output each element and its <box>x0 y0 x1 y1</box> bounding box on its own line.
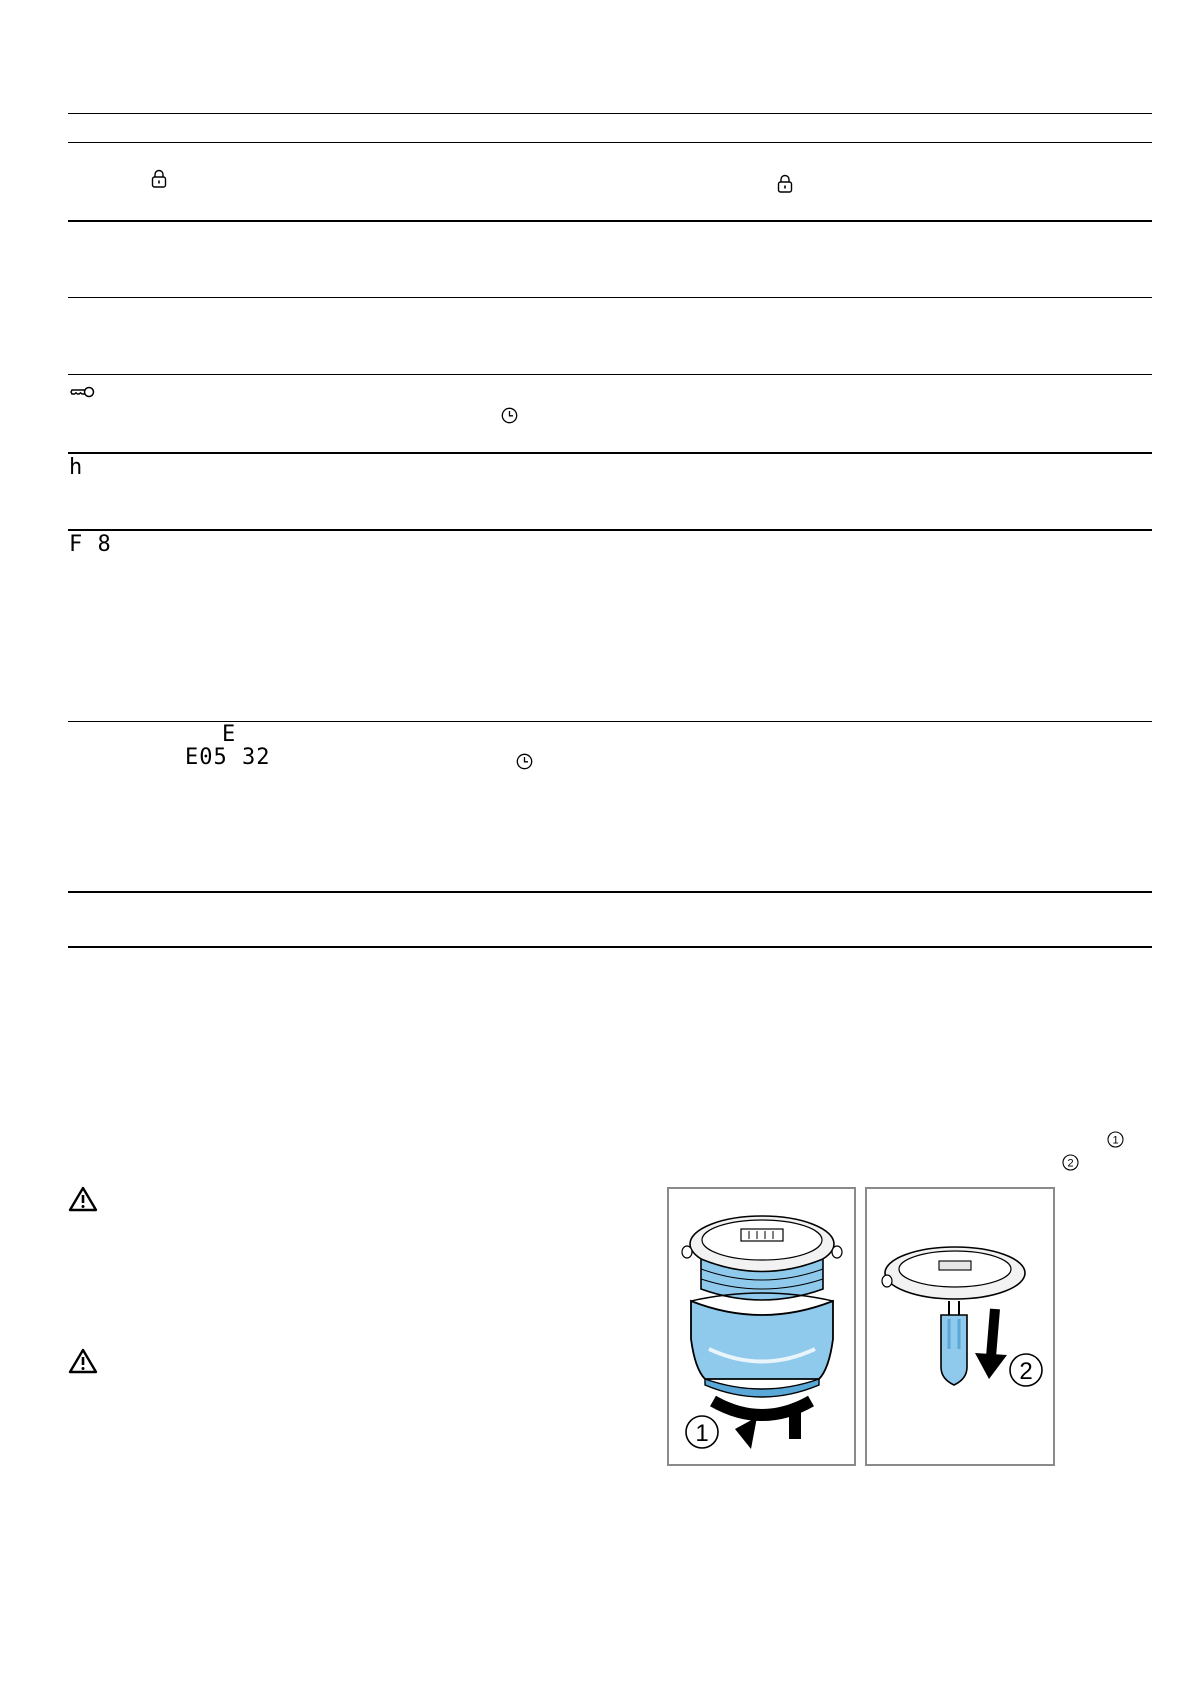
step-marker-1-label: 1 <box>1112 1134 1119 1147</box>
step-marker-2-icon <box>1062 1154 1079 1171</box>
illustration-panel-unscrew-cover <box>667 1187 856 1466</box>
lock-icon <box>777 174 793 193</box>
table-bottom-rule <box>68 946 1152 948</box>
table-top-rule <box>68 113 1152 114</box>
step-marker-2-label: 2 <box>1067 1157 1074 1170</box>
row-divider <box>68 297 1152 298</box>
row-divider <box>68 220 1152 222</box>
row-divider <box>68 529 1152 531</box>
row-divider <box>68 452 1152 454</box>
residual-heat-display: h <box>69 455 84 480</box>
error-code-display: E05 32 <box>185 745 271 770</box>
fault-code-display: F 8 <box>69 532 112 557</box>
clock-icon <box>501 407 518 424</box>
unscrew-cover-illustration <box>669 1189 854 1464</box>
row-divider <box>68 374 1152 375</box>
clock-icon <box>516 753 533 770</box>
key-icon <box>70 386 96 398</box>
row-divider <box>68 891 1152 893</box>
warning-triangle-icon <box>68 1348 98 1374</box>
step-marker-1-icon <box>1107 1131 1124 1148</box>
illustration-panel-remove-bulb <box>865 1187 1055 1466</box>
remove-bulb-illustration <box>867 1189 1053 1464</box>
panel-1-step-label: 1 <box>695 1420 709 1447</box>
error-display-letter: E <box>222 722 237 747</box>
warning-triangle-icon <box>68 1186 98 1212</box>
panel-2-step-label: 2 <box>1019 1358 1033 1385</box>
lock-icon <box>151 169 167 188</box>
table-header-rule <box>68 142 1152 143</box>
